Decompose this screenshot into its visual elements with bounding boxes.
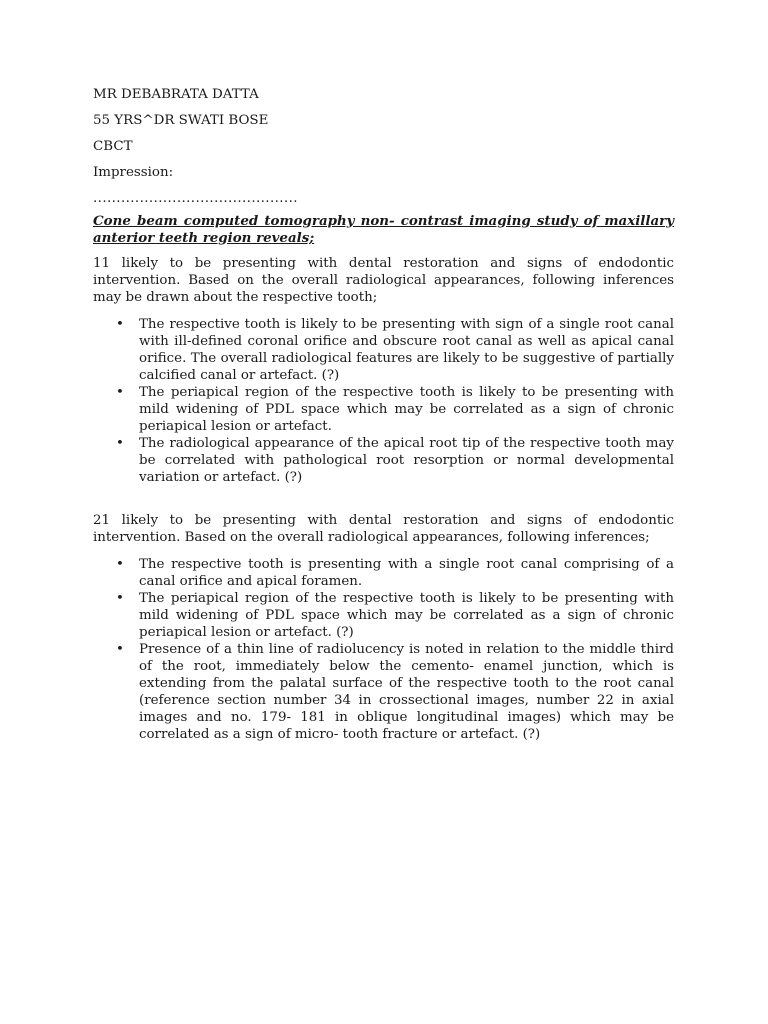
bullet-icon: • <box>116 385 124 400</box>
list-item-text: Presence of a thin line of radiolucency is noted in relation to the middle third of the root, immediately below the cemento- enamel junction, which is extending from the palatal surface of the respective tooth to the root canal (reference section number 34 in crossectional images, number 22 in axial images and no. 179- 181 in oblique longitudinal images) which may be correlated as a sign of micro- tooth fracture or artefact. (?) <box>139 642 674 742</box>
modality: CBCT <box>93 139 133 154</box>
section-tooth-11 <box>93 255 674 486</box>
patient-name: MR DEBABRATA DATTA <box>93 87 259 102</box>
list-item <box>93 384 674 435</box>
list-item <box>93 316 674 384</box>
list-item <box>93 641 674 743</box>
findings-list <box>93 556 674 743</box>
list-item-text: The periapical region of the respective tooth is likely to be presenting with mild widening of PDL space which may be correlated as a sign of chronic periapical lesion or artefact. (?) <box>139 591 674 640</box>
spacer <box>93 486 674 512</box>
study-heading: Cone beam computed tomography non- contrast imaging study of maxillary anterior teeth region reveals; <box>93 213 674 246</box>
age-and-doctor: 55 YRS^DR SWATI BOSE <box>93 113 269 128</box>
impression-label: Impression: <box>93 165 174 180</box>
section-tooth-21 <box>93 512 674 743</box>
bullet-icon: • <box>116 642 124 657</box>
bullet-icon: • <box>116 591 124 606</box>
list-item-text: The radiological appearance of the apical root tip of the respective tooth may be correlated with pathological root resorption or normal developmental variation or artefact. (?) <box>139 436 674 485</box>
list-item-text: The periapical region of the respective tooth is likely to be presenting with mild widening of PDL space which may be correlated as a sign of chronic periapical lesion or artefact. <box>139 385 674 434</box>
list-item-text: The respective tooth is likely to be presenting with sign of a single root canal with ill-defined coronal orifice and obscure root canal as well as apical canal orifice. The overall radiological features are likely to be suggestive of partially calcified canal or artefact. (?) <box>139 317 674 383</box>
section-intro: 11 likely to be presenting with dental restoration and signs of endodontic intervention. Based on the overall radiological appearances, following inferences may be drawn about the respective tooth; <box>93 256 674 305</box>
bullet-icon: • <box>116 317 124 332</box>
list-item <box>93 435 674 486</box>
section-intro: 21 likely to be presenting with dental restoration and signs of endodontic intervention. Based on the overall radiological appearances, following inferences; <box>93 513 674 545</box>
bullet-icon: • <box>116 436 124 451</box>
list-item-text: The respective tooth is presenting with a single root canal comprising of a canal orifice and apical foramen. <box>139 557 674 589</box>
list-item <box>93 590 674 641</box>
report-page <box>93 86 674 743</box>
dotted-line: ............................................ <box>93 191 298 206</box>
list-item <box>93 556 674 590</box>
findings-list <box>93 316 674 486</box>
bullet-icon: • <box>116 557 124 572</box>
